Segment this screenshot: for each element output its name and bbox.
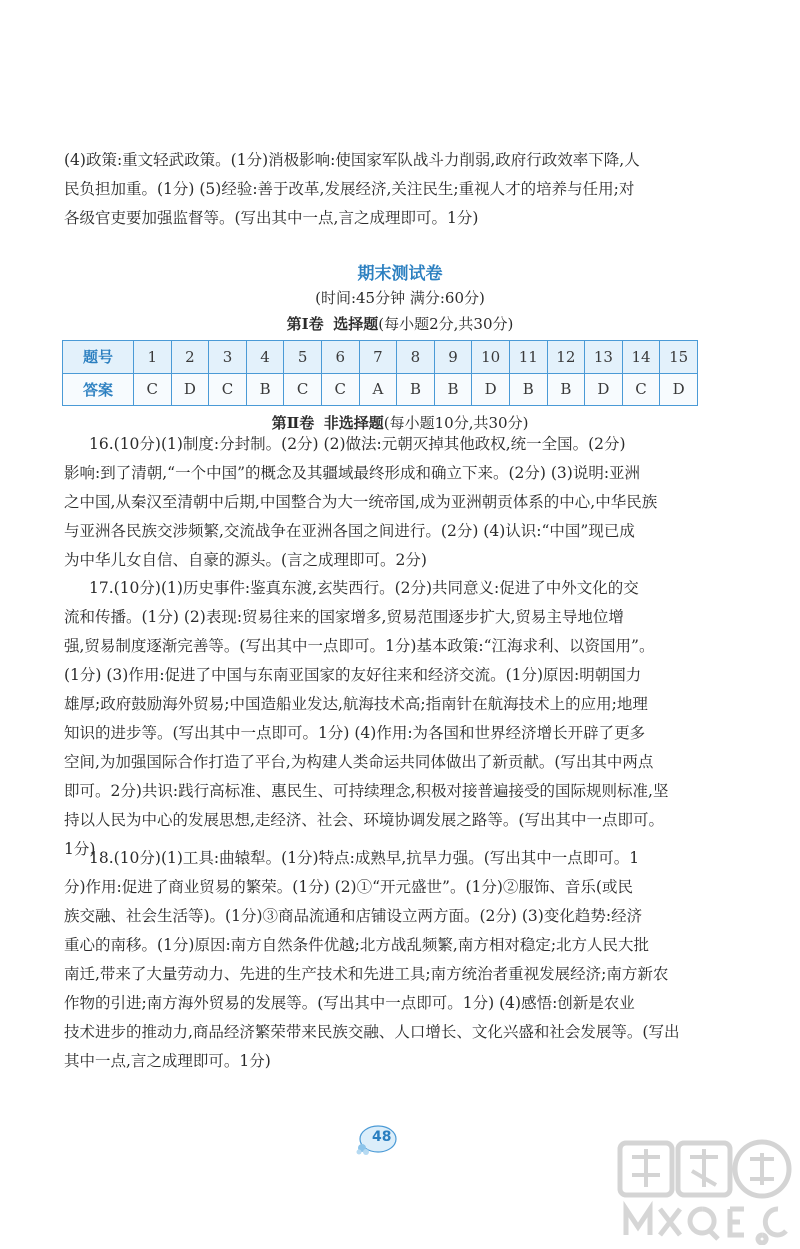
exam-title: 期末测试卷 — [357, 264, 443, 284]
text-line: 空间,为加强国际合作打造了平台,为构建人类命运共同体做出了新贡献。(写出其中两点 — [64, 753, 654, 771]
text-line: 民负担加重。(1分) (5)经验:善于改革,发展经济,关注民生;重视人才的培养与任用;对 — [64, 180, 635, 198]
section-1-label: 第Ⅰ卷 — [286, 315, 324, 333]
answer-row — [63, 373, 698, 406]
exam-subtitle: (时间:45分钟 满分:60分) — [315, 289, 485, 307]
text-line: 其中一点,言之成理即可。1分) — [64, 1052, 271, 1070]
answer-cell: B — [509, 373, 547, 406]
text-line: 重心的南移。(1分)原因:南方自然条件优越;北方战乱频繁,南方相对稳定;北方人民大批 — [64, 936, 650, 954]
row-header-answer: 答案 — [63, 373, 134, 406]
answer-cell: D — [660, 373, 698, 406]
text-line: 之中国,从秦汉至清朝中后期,中国整合为大一统帝国,成为亚洲朝贡体系的中心,中华民族 — [64, 493, 658, 511]
watermark-logo — [612, 1135, 797, 1245]
question-number: 15 — [660, 341, 698, 374]
answer-cell: B — [246, 373, 284, 406]
section-1-heading — [0, 313, 800, 334]
text-line: 作物的引进;南方海外贸易的发展等。(写出其中一点即可。1分) (4)感悟:创新是农业 — [64, 994, 635, 1012]
row-header-number: 题号 — [63, 341, 134, 374]
question-number: 12 — [547, 341, 585, 374]
question-17-answer — [64, 574, 739, 864]
answer-cell: D — [171, 373, 209, 406]
question-number: 6 — [321, 341, 359, 374]
text-line: 18.(10分)(1)工具:曲辕犁。(1分)特点:成熟早,抗旱力强。(写出其中一点即可。1 — [89, 849, 640, 867]
text-line: 强,贸易制度逐渐完善等。(写出其中一点即可。1分)基本政策:“江海求利、以资国用”。 — [64, 637, 655, 655]
question-number: 7 — [359, 341, 397, 374]
answer-table — [62, 340, 698, 406]
text-line: 即可。2分)共识:践行高标准、惠民生、可持续理念,积极对接普遍接受的国际规则标准,坚 — [64, 782, 669, 800]
question-16-answer — [64, 430, 739, 575]
text-line: 与亚洲各民族交涉频繁,交流战争在亚洲各国之间进行。(2分) (4)认识:“中国”现已成 — [64, 522, 635, 540]
text-line: 16.(10分)(1)制度:分封制。(2分) (2)做法:元朝灭掉其他政权,统一全国。(2分) — [89, 435, 626, 453]
question-number: 11 — [509, 341, 547, 374]
answer-cell: C — [209, 373, 247, 406]
text-line: 17.(10分)(1)历史事件:鉴真东渡,玄奘西行。(2分)共同意义:促进了中外文化的交 — [89, 579, 639, 597]
section-2-name: 非选择题 — [323, 414, 384, 432]
text-line: (1分) (3)作用:促进了中国与东南亚国家的友好往来和经济交流。(1分)原因:明朝国力 — [64, 666, 642, 684]
answer-cell: B — [397, 373, 435, 406]
answer-cell: B — [547, 373, 585, 406]
answer-cell: C — [321, 373, 359, 406]
section-1-note: (每小题2分,共30分) — [378, 315, 514, 333]
section-2-label: 第Ⅱ卷 — [271, 414, 315, 432]
previous-answer-continuation — [64, 146, 739, 233]
text-line: 1分) — [64, 840, 96, 858]
answer-cell: C — [622, 373, 660, 406]
answer-cell: A — [359, 373, 397, 406]
question-number-row — [63, 341, 698, 374]
question-number: 10 — [472, 341, 510, 374]
section-2-note: (每小题10分,共30分) — [383, 414, 529, 432]
question-number: 8 — [397, 341, 435, 374]
question-18-answer — [64, 844, 739, 1076]
page-number: 48 — [372, 1129, 392, 1145]
text-line: 雄厚;政府鼓励海外贸易;中国造船业发达,航海技术高;指南针在航海技术上的应用;地理 — [64, 695, 648, 713]
text-line: 持以人民为中心的发展思想,走经济、社会、环境协调发展之路等。(写出其中一点即可。 — [64, 811, 664, 829]
text-line: 知识的进步等。(写出其中一点即可。1分) (4)作用:为各国和世界经济增长开辟了更多 — [64, 724, 646, 742]
watermark-icon — [612, 1135, 797, 1245]
text-line: 技术进步的推动力,商品经济繁荣带来民族交融、人口增长、文化兴盛和社会发展等。(写出 — [64, 1023, 680, 1041]
answer-cell: D — [472, 373, 510, 406]
answer-cell: C — [284, 373, 322, 406]
text-line: 族交融、社会生活等)。(1分)③商品流通和店铺设立两方面。(2分) (3)变化趋势:经济 — [64, 907, 643, 925]
question-number: 14 — [622, 341, 660, 374]
page-number-badge — [356, 1122, 400, 1156]
question-number: 3 — [209, 341, 247, 374]
question-number: 13 — [585, 341, 623, 374]
question-number: 4 — [246, 341, 284, 374]
text-line: 各级官吏要加强监督等。(写出其中一点,言之成理即可。1分) — [64, 209, 479, 227]
section-1-name: 选择题 — [333, 315, 379, 333]
question-number: 9 — [434, 341, 472, 374]
question-number: 5 — [284, 341, 322, 374]
answer-cell: C — [134, 373, 172, 406]
question-number: 2 — [171, 341, 209, 374]
text-line: (4)政策:重文轻武政策。(1分)消极影响:使国家军队战斗力削弱,政府行政效率下降,人 — [64, 151, 640, 169]
text-line: 南迁,带来了大量劳动力、先进的生产技术和先进工具;南方统治者重视发展经济;南方新农 — [64, 965, 669, 983]
text-line: 分)作用:促进了商业贸易的繁荣。(1分) (2)①“开元盛世”。(1分)②服饰、音乐(或民 — [64, 878, 633, 896]
answer-cell: B — [434, 373, 472, 406]
text-line: 流和传播。(1分) (2)表现:贸易往来的国家增多,贸易范围逐步扩大,贸易主导地位增 — [64, 608, 624, 626]
question-number: 1 — [134, 341, 172, 374]
answer-cell: D — [585, 373, 623, 406]
text-line: 为中华儿女自信、自豪的源头。(言之成理即可。2分) — [64, 551, 427, 569]
text-line: 影响:到了清朝,“一个中国”的概念及其疆域最终形成和确立下来。(2分) (3)说明:亚洲 — [64, 464, 641, 482]
